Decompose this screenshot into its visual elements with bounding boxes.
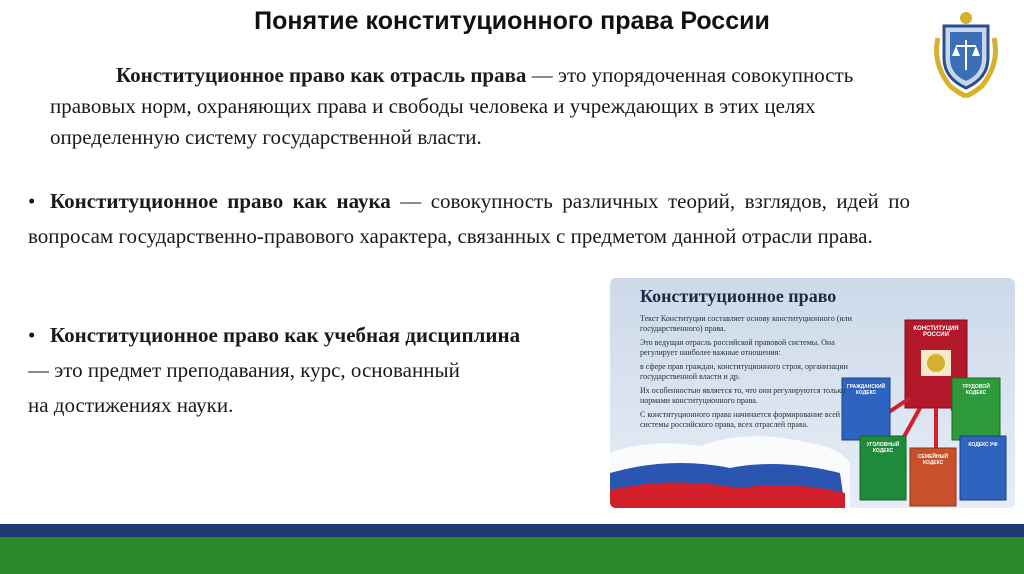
book-family-code-label: СЕМЕЙНЫЙ КОДЕКС (917, 454, 949, 466)
book-criminal-code-label: УГОЛОВНЫЙ КОДЕКС (866, 442, 900, 454)
illustration-text-line: Их особенностью является то, что они регулируются только нормами конституционного права. (640, 386, 845, 405)
definition-science-term: Конституционное право как наука (50, 189, 391, 213)
definition-branch-term: Конституционное право как отрасль права (116, 63, 527, 87)
illustration-text-line: С конституционного права начинается формирование всей системы российского права, всех отраслей права. (640, 410, 841, 429)
illustration-text (640, 314, 855, 434)
book-constitution-label: КОНСТИТУЦИЯ РОССИИ (913, 326, 959, 338)
illustration-text-line: Это ведущая отрасль российской правовой системы. Она регулирует наиболее важные отношения: (640, 338, 835, 357)
definition-discipline-term: Конституционное право как учебная дисциплина (50, 323, 521, 347)
footer-green-stripe (0, 537, 1024, 574)
definition-discipline-line3: на достижениях науки. (28, 393, 234, 417)
definition-discipline-paragraph (28, 318, 628, 423)
book-rf-code-label: КОДЕКС РФ (968, 442, 998, 448)
illustration-title: Конституционное право (640, 286, 837, 306)
bullet-point: • (28, 189, 36, 213)
illustration-text-line: в сфере прав граждан, конституционного строя, организации государственной власти и др. (640, 362, 848, 381)
bullet-point: • (28, 323, 36, 347)
definition-science-paragraph (28, 184, 910, 254)
definition-branch-paragraph (50, 60, 910, 153)
definition-branch-text: — это упорядоченная совокупность правовых норм, охраняющих права и свободы человека и учреждающих в этих целях определенную систему государственной власти. (50, 63, 854, 149)
constitutional-law-illustration (610, 278, 1015, 508)
definition-discipline-line2: — это предмет преподавания, курс, основанный (28, 358, 460, 382)
illustration-text-line: Текст Конституции составляет основу конституционного (или государственного) права. (640, 314, 852, 333)
book-labor-code-label: ТРУДОВОЙ КОДЕКС (962, 384, 990, 396)
book-civil-code-label: ГРАЖДАНСКИЙ КОДЕКС (846, 384, 886, 396)
footer-blue-stripe (0, 524, 1024, 537)
page-title: Понятие конституционного права России (254, 7, 770, 35)
law-shield-emblem-icon (930, 8, 1002, 98)
definition-science-text: — совокупность различных теорий, взглядов, идей по вопросам государственно-правового характера, связанных с предметом данной отрасли права. (28, 189, 910, 248)
